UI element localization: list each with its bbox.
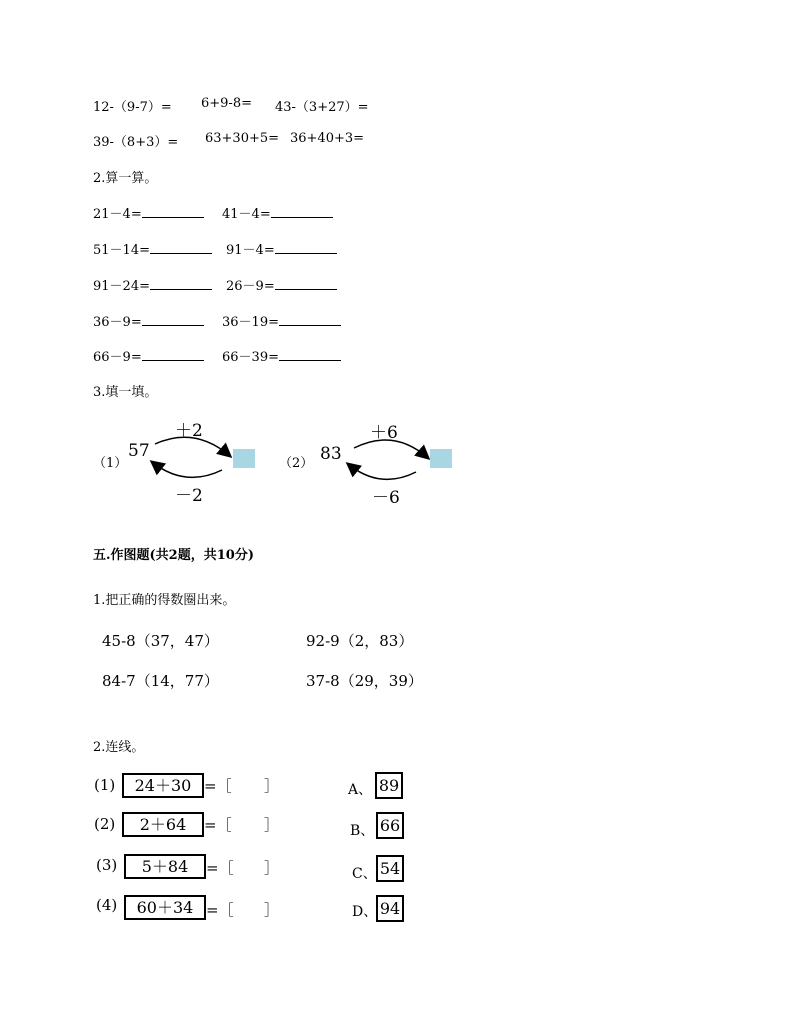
option-box[interactable]: 94	[376, 895, 404, 922]
q2-title: 2.算一算。	[93, 171, 158, 186]
answer-blank[interactable]	[275, 241, 337, 254]
choice-item: 37-8（29，39）	[306, 672, 423, 690]
answer-blank[interactable]	[271, 205, 333, 218]
item-label: （2）	[279, 456, 314, 471]
option-letter: B、	[350, 823, 375, 839]
expr-box[interactable]: 24＋30	[122, 773, 204, 798]
expr-box[interactable]: 5＋84	[124, 854, 206, 879]
bracket-open: =［	[204, 816, 232, 834]
q3-title: 3.填一填。	[93, 385, 158, 400]
choice-item: 92-9（2，83）	[306, 632, 414, 650]
expr-6: 36+40+3=	[290, 131, 365, 146]
start-number: 57	[128, 441, 150, 461]
answer-blank[interactable]	[142, 348, 204, 361]
bracket-close: ］	[264, 816, 280, 834]
calc-row	[93, 311, 204, 330]
row-number: (2)	[94, 815, 116, 833]
answer-blank[interactable]	[150, 277, 212, 290]
calc-expr: 36－9=	[93, 315, 142, 330]
row-number: (3)	[96, 856, 118, 874]
answer-blank[interactable]	[279, 313, 341, 326]
calc-expr: 91－24=	[93, 279, 150, 294]
calc-row	[226, 275, 337, 294]
calc-expr: 26－9=	[226, 279, 275, 294]
calc-row	[93, 239, 212, 258]
arrow-pair-icon	[140, 432, 240, 482]
expr-5: 63+30+5=	[205, 131, 280, 146]
choice-item: 45-8（37，47）	[102, 632, 219, 650]
calc-expr: 91－4=	[226, 243, 275, 258]
calc-expr: 66－39=	[222, 350, 279, 365]
calc-row	[93, 203, 204, 222]
bracket-close: ］	[264, 901, 280, 919]
option-box[interactable]: 54	[376, 855, 404, 882]
bracket-open: =［	[204, 777, 232, 795]
bracket-open: =［	[206, 901, 234, 919]
option-letter: D、	[352, 904, 378, 920]
calc-row	[93, 346, 204, 365]
section-title: 五.作图题(共2题，共10分)	[93, 548, 254, 563]
expr-3: 43-（3+27）=	[275, 100, 369, 115]
start-number: 83	[320, 444, 342, 464]
expr-box[interactable]: 2＋64	[122, 812, 204, 837]
option-box[interactable]: 89	[375, 772, 403, 799]
option-letter: C、	[352, 866, 377, 882]
row-number: (1)	[94, 776, 116, 794]
choice-item: 84-7（14，77）	[102, 672, 219, 690]
calc-expr: 66－9=	[93, 350, 142, 365]
minus-label: －6	[372, 488, 400, 508]
calc-expr: 21－4=	[93, 207, 142, 222]
minus-label: －2	[175, 486, 203, 506]
calc-row	[222, 346, 341, 365]
answer-blank[interactable]	[150, 241, 212, 254]
calc-expr: 36－19=	[222, 315, 279, 330]
calc-row	[222, 311, 341, 330]
answer-blank[interactable]	[142, 205, 204, 218]
calc-expr: 51－14=	[93, 243, 150, 258]
calc-row	[93, 275, 212, 294]
calc-row	[222, 203, 333, 222]
bracket-open: =［	[206, 859, 234, 877]
answer-square[interactable]	[233, 449, 255, 468]
row-number: (4)	[96, 896, 118, 914]
arrow-pair-icon	[336, 434, 436, 484]
item-label: （1）	[93, 456, 128, 471]
bracket-close: ］	[264, 859, 280, 877]
answer-blank[interactable]	[275, 277, 337, 290]
calc-row	[226, 239, 337, 258]
expr-1: 12-（9-7）=	[93, 100, 172, 115]
plus-label: ＋6	[370, 423, 398, 443]
plus-label: ＋2	[175, 421, 203, 441]
answer-square[interactable]	[430, 449, 452, 468]
calc-expr: 41－4=	[222, 207, 271, 222]
s5-q2-title: 2.连线。	[93, 740, 145, 755]
bracket-close: ］	[264, 777, 280, 795]
expr-4: 39-（8+3）=	[93, 135, 179, 150]
expr-2: 6+9-8=	[201, 96, 252, 111]
option-box[interactable]: 66	[376, 812, 404, 839]
answer-blank[interactable]	[279, 348, 341, 361]
option-letter: A、	[348, 782, 373, 798]
answer-blank[interactable]	[142, 313, 204, 326]
expr-box[interactable]: 60＋34	[124, 895, 206, 920]
s5-q1-title: 1.把正确的得数圈出来。	[93, 593, 236, 608]
